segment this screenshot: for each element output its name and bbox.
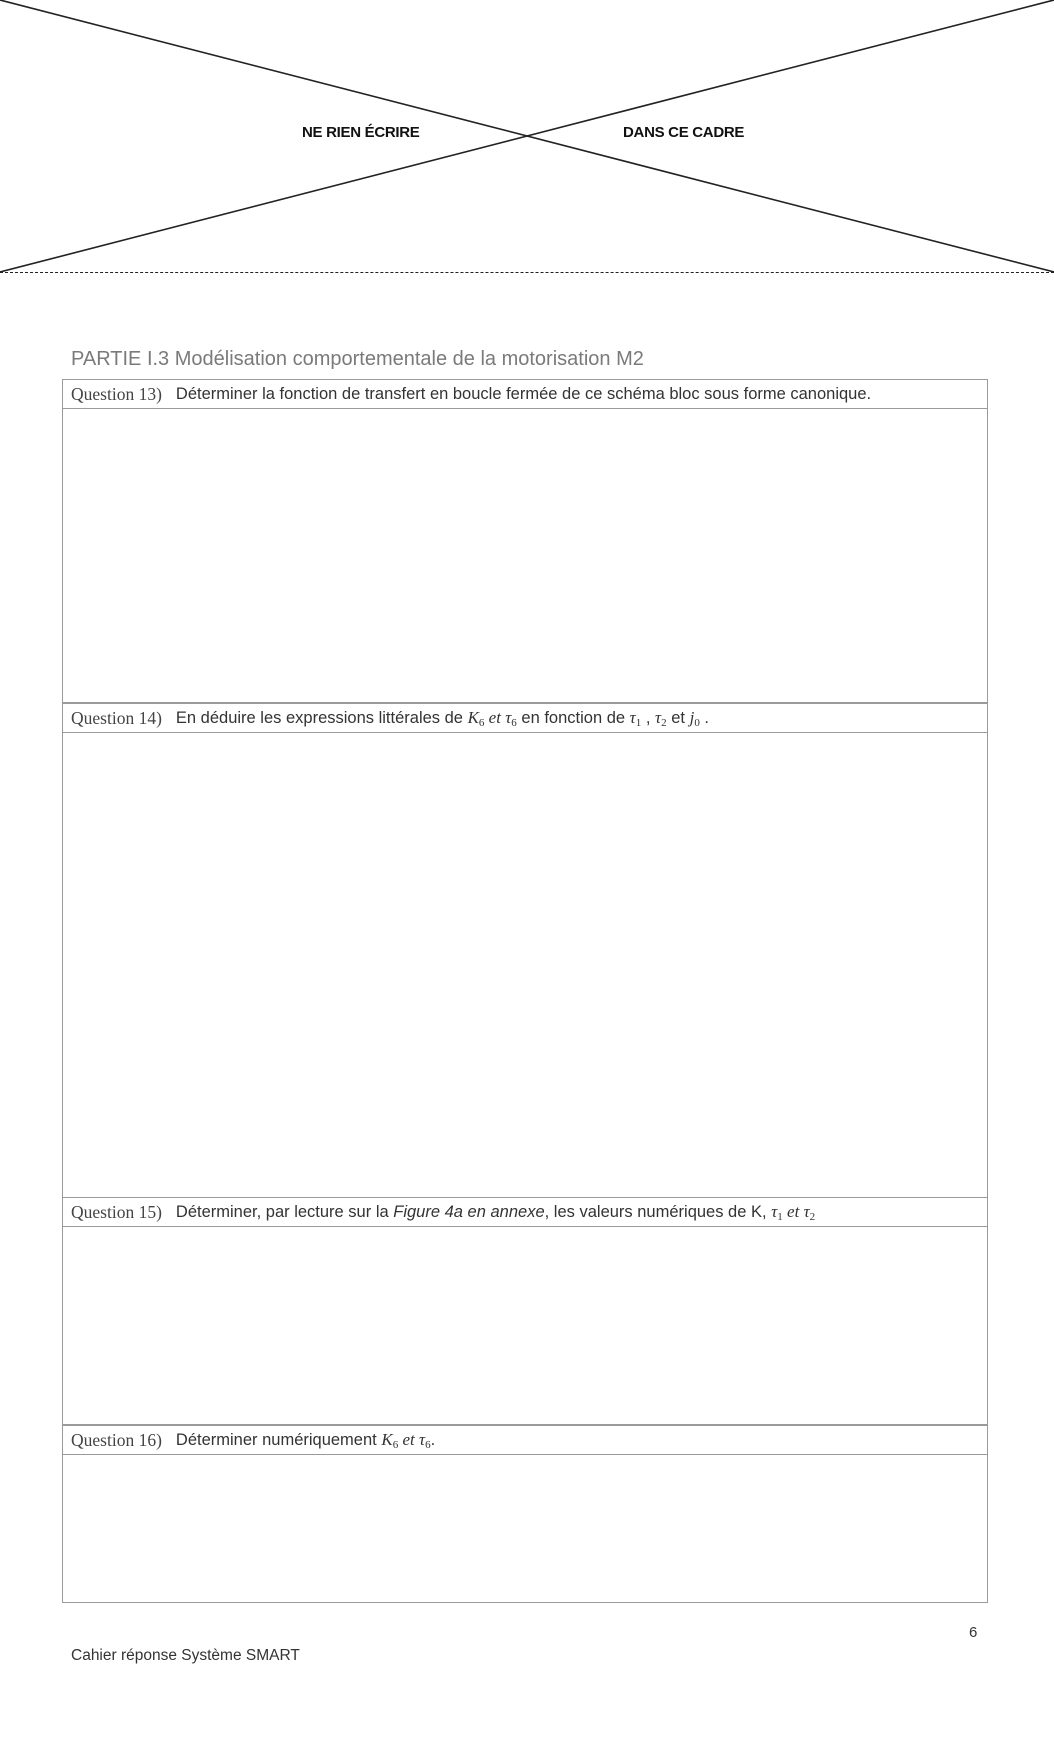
question-13-header (63, 380, 987, 409)
question-14-answer-area[interactable] (63, 733, 987, 1197)
no-write-label-right: DANS CE CADRE (623, 124, 745, 141)
page-number: 6 (969, 1624, 978, 1641)
cut-line (0, 272, 1054, 273)
question-13-number: Question 13) (71, 383, 162, 404)
question-16-header (63, 1426, 987, 1455)
question-16-box (62, 1425, 988, 1603)
question-14-number: Question 14) (71, 707, 162, 728)
section-title: PARTIE I.3 Modélisation comportementale de la motorisation M2 (71, 348, 644, 370)
question-13-answer-area[interactable] (63, 409, 987, 702)
question-13-box (62, 379, 988, 703)
question-14-box (62, 703, 988, 1198)
question-15-header (63, 1198, 987, 1227)
question-14-header (63, 704, 987, 733)
question-13-text: Déterminer la fonction de transfert en boucle fermée de ce schéma bloc sous forme canonique. (175, 384, 872, 403)
question-15-number: Question 15) (71, 1201, 162, 1222)
question-14-text: En déduire les expressions littérales de $K_6$ et $\tau_6$ en fonction de $\tau_1$ , $\tau_2$ et $j_0$ . (175, 707, 709, 729)
question-16-number: Question 16) (71, 1429, 162, 1450)
question-16-answer-area[interactable] (63, 1455, 987, 1602)
question-16-text: Déterminer numériquement $K_6$ et $\tau_6$. (175, 1429, 436, 1451)
no-write-cross (0, 0, 1054, 280)
question-15-text: Déterminer, par lecture sur la Figure 4a en annexe, les valeurs numériques de K, $\tau_1$ et $\tau_2$ (175, 1201, 816, 1223)
no-write-label-left: NE RIEN ÉCRIRE (302, 124, 420, 141)
footer-text: Cahier réponse Système SMART (71, 1647, 300, 1664)
question-15-answer-area[interactable] (63, 1227, 987, 1424)
question-15-box (62, 1197, 988, 1425)
